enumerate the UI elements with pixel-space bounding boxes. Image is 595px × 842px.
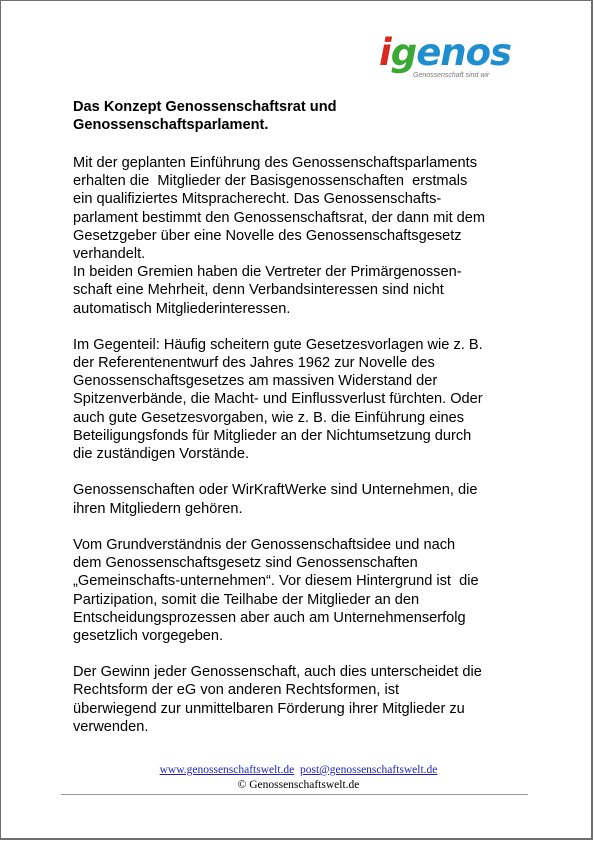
text-line: schaft eine Mehrheit, denn Verbandsinteressen sind nicht: [73, 282, 444, 299]
text-line: überwiegend zur unmittelbaren Förderung ihrer Mitglieder zu: [73, 700, 465, 717]
paragraph-2: [73, 336, 543, 463]
igenos-logo: [379, 31, 539, 83]
text-line: die zuständigen Vorstände.: [73, 446, 250, 462]
text-line: Im Gegenteil: Häufig scheitern gute Gesetzesvorlagen wie z. B.: [73, 336, 483, 353]
copyright-notice: © Genossenschaftswelt.de: [237, 779, 360, 791]
text-line: verhandelt.: [73, 245, 146, 262]
text-line: dem Genossenschaftsgesetz sind Genossenschaften: [73, 555, 418, 572]
text-line: Rechtsform der eG von anderen Rechtsformen, ist: [73, 682, 400, 699]
text-line: ihren Mitgliedern gehören.: [73, 500, 243, 517]
text-line: Mit der geplanten Einführung des Genossenschaftsparlaments: [73, 155, 478, 171]
paragraph-3: [73, 481, 543, 517]
footer-divider: [61, 794, 528, 795]
text-line: Der Gewinn jeder Genossenschaft, auch dies unterscheidet die: [73, 664, 482, 681]
paragraph-1: [73, 154, 543, 318]
text-line: parlament bestimmt den Genossenschaftsrat, der dann mit dem: [73, 209, 486, 226]
logo-tagline: Genossenschaft sind wir: [413, 72, 490, 79]
text-line: der Referentenentwurf des Jahres 1962 zur Novelle des: [73, 355, 435, 372]
paragraph-gap: [73, 463, 543, 481]
text-line: ein qualifiziertes Mitspracherecht. Das Genossenschafts-: [73, 191, 442, 208]
paragraph-gap: [73, 518, 543, 536]
text-line: verwenden.: [73, 718, 149, 735]
paragraph-5: [73, 663, 543, 736]
text-line: erhalten die Mitglieder der Basisgenossenschaften erstmals: [73, 173, 468, 190]
text-line: Beteiligungsfonds für Mitglieder an der Nichtumsetzung durch: [73, 427, 472, 444]
logo-letter-g: g: [390, 31, 417, 74]
text-line: gesetzlich vorgegeben.: [73, 627, 224, 644]
text-line: Genossenschaftsgesetzes am massiven Widerstand der: [73, 373, 438, 390]
text-line: Vom Grundverständnis der Genossenschaftsidee und nach: [73, 536, 456, 553]
logo-letters-enos: enos: [416, 31, 512, 74]
text-line: Gesetzgeber über eine Novelle des Genossenschaftsgesetz: [73, 227, 462, 244]
paragraph-4: [73, 536, 543, 645]
paragraph-gap: [73, 318, 543, 336]
text-line: automatisch Mitgliederinteressen.: [73, 300, 291, 317]
title-line-2: Genossenschaftsparlament.: [73, 117, 269, 133]
text-line: Entscheidungsprozessen aber auch am Unternehmenserfolg: [73, 609, 466, 626]
email-link[interactable]: post@genossenschaftswelt.de: [300, 764, 438, 776]
logo-letter-i: i: [379, 31, 391, 74]
website-link[interactable]: www.genossenschaftswelt.de: [159, 764, 295, 776]
text-line: „Gemeinschafts-unternehmen“. Vor diesem Hintergrund ist die: [73, 573, 479, 590]
document-title: [73, 98, 337, 134]
title-line-1: Das Konzept Genossenschaftsrat und: [73, 99, 337, 115]
paragraph-gap: [73, 645, 543, 663]
body-text: [73, 154, 543, 736]
logo-wordmark: [379, 31, 511, 75]
text-line: Partizipation, somit die Teilhabe der Mitglieder an den: [73, 591, 420, 608]
text-line: Spitzenverbände, die Macht- und Einflussverlust fürchten. Oder: [73, 391, 483, 408]
text-line: auch gute Gesetzesvorgaben, wie z. B. die Einführung eines: [73, 409, 465, 426]
text-line: In beiden Gremien haben die Vertreter der Primärgenossen-: [73, 264, 462, 281]
text-line: Genossenschaften oder WirKraftWerke sind Unternehmen, die: [73, 482, 478, 499]
footer-contact: [1, 763, 595, 777]
